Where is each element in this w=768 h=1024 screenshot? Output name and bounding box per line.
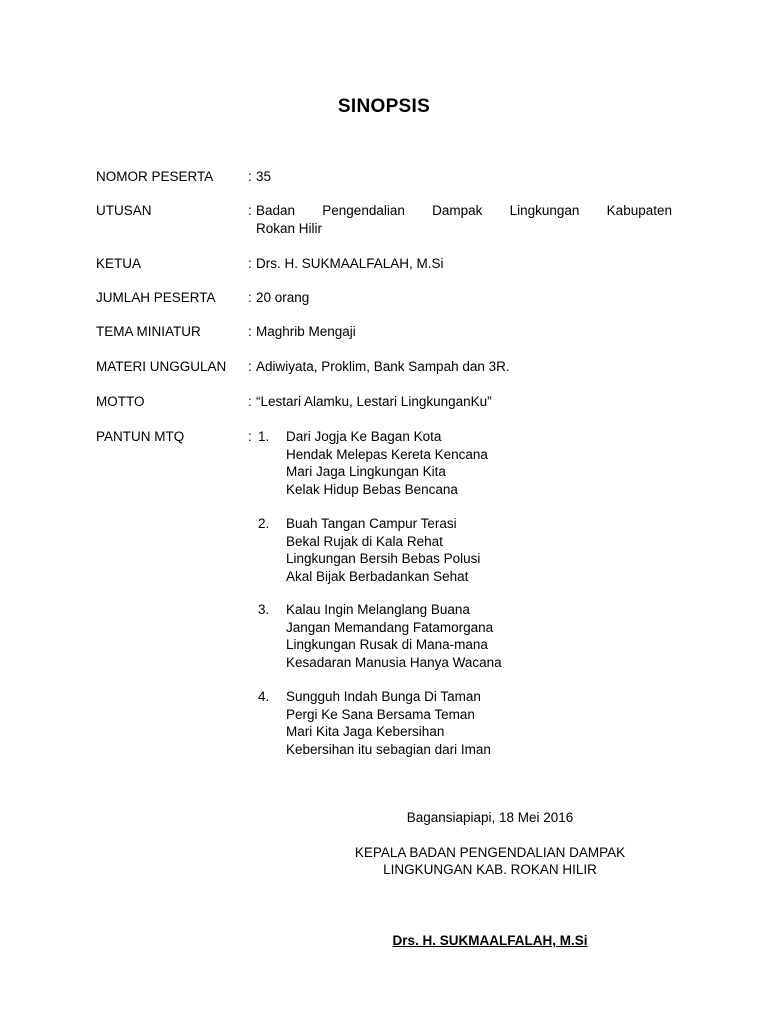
field-colon: :: [248, 394, 252, 409]
field-colon: :: [248, 429, 252, 444]
pantun-number: 1.: [258, 429, 270, 444]
pantun-line: Kalau Ingin Melanglang Buana: [286, 602, 470, 617]
pantun-line: Lingkungan Bersih Bebas Polusi: [286, 551, 481, 566]
field-label: TEMA MINIATUR: [96, 324, 201, 339]
pantun-verse: [286, 601, 502, 671]
field-label: NOMOR PESERTA: [96, 169, 214, 184]
field-value: Drs. H. SUKMAALFALAH, M.Si: [256, 256, 444, 271]
field-value: Adiwiyata, Proklim, Bank Sampah dan 3R.: [256, 359, 510, 374]
pantun-line: Hendak Melepas Kereta Kencana: [286, 446, 488, 462]
pantun-line: Pergi Ke Sana Bersama Teman: [286, 706, 475, 722]
pantun-line: Kesadaran Manusia Hanya Wacana: [286, 654, 502, 670]
signature-position-line-1: KEPALA BADAN PENGENDALIAN DAMPAK: [354, 845, 626, 860]
pantun-verse: [286, 428, 488, 498]
field-label: KETUA: [96, 256, 142, 271]
document-title: SINOPSIS: [337, 96, 431, 117]
pantun-line: Buah Tangan Campur Terasi: [286, 516, 457, 531]
field-value: Maghrib Mengaji: [256, 324, 356, 339]
field-label: UTUSAN: [96, 203, 152, 218]
signature-position-line-2: LINGKUNGAN KAB. ROKAN HILIR: [383, 862, 597, 877]
field-colon: :: [248, 203, 252, 218]
pantun-line: Bekal Rujak di Kala Rehat: [286, 533, 443, 549]
pantun-number: 4.: [258, 689, 270, 704]
field-label: PANTUN MTQ: [96, 429, 185, 444]
pantun-line: Kebersihan itu sebagian dari Iman: [286, 741, 491, 757]
field-colon: :: [248, 324, 252, 339]
field-colon: :: [248, 290, 252, 305]
pantun-line: Jangan Memandang Fatamorgana: [286, 619, 494, 635]
signature-place-date: Bagansiapiapi, 18 Mei 2016: [406, 810, 574, 825]
pantun-verse: [286, 688, 491, 758]
field-label: JUMLAH PESERTA: [96, 290, 216, 305]
field-value-line-2: Rokan Hilir: [256, 220, 323, 236]
pantun-verse: [286, 515, 480, 585]
field-value: 35: [256, 169, 272, 184]
field-value: [256, 202, 672, 237]
field-label: MATERI UNGGULAN: [96, 359, 227, 374]
pantun-line: Kelak Hidup Bebas Bencana: [286, 481, 458, 497]
pantun-line: Mari Jaga Lingkungan Kita: [286, 464, 446, 479]
field-value: “Lestari Alamku, Lestari LingkunganKu”: [256, 394, 492, 409]
pantun-line: Akal Bijak Berbadankan Sehat: [286, 568, 469, 584]
field-label: MOTTO: [96, 394, 145, 409]
field-value: 20 orang: [256, 290, 310, 305]
signature-name: [320, 932, 660, 950]
signature-name-text: Drs. H. SUKMAALFALAH, M.Si: [392, 933, 588, 948]
field-value-line-1: Badan Pengendalian Dampak Lingkungan Kabupaten: [256, 203, 672, 218]
pantun-number: 2.: [258, 516, 270, 531]
pantun-number: 3.: [258, 602, 270, 617]
pantun-line: Sungguh Indah Bunga Di Taman: [286, 689, 481, 704]
field-colon: :: [248, 359, 252, 374]
field-colon: :: [248, 169, 252, 184]
pantun-line: Dari Jogja Ke Bagan Kota: [286, 429, 442, 444]
field-colon: :: [248, 256, 252, 271]
pantun-line: Lingkungan Rusak di Mana-mana: [286, 637, 488, 652]
pantun-line: Mari Kita Jaga Kebersihan: [286, 724, 445, 739]
